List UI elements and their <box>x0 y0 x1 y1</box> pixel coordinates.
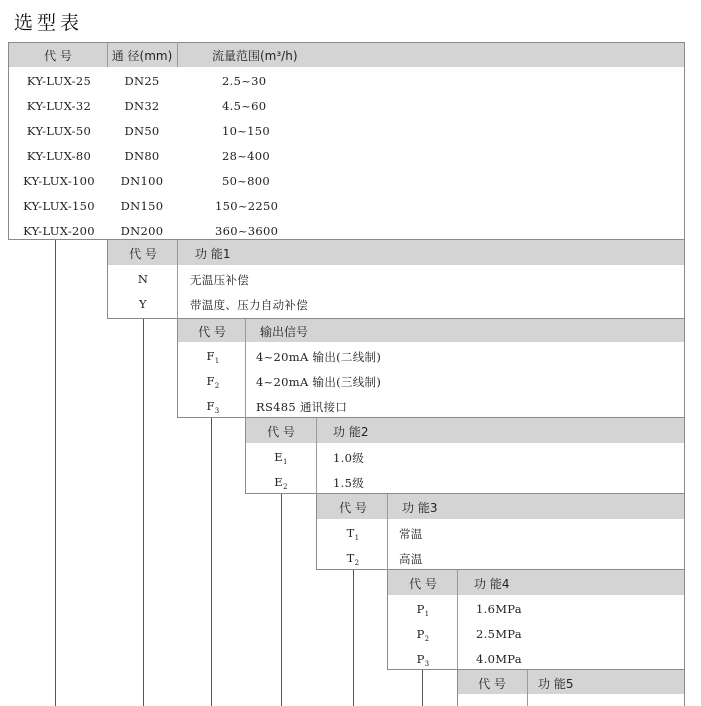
func2-header <box>245 418 685 444</box>
func4-code: $P_1$ <box>416 602 430 618</box>
func4-header-function: 功 能4 <box>474 577 510 591</box>
table1-body <box>8 67 685 240</box>
func5-body <box>457 694 685 706</box>
func3-header-function: 功 能3 <box>402 501 438 515</box>
output-code: $F_1$ <box>206 349 220 365</box>
model-code: KY-LUX-25 <box>26 74 92 88</box>
func2-body <box>245 443 685 494</box>
func3-body <box>316 519 685 570</box>
func4-code: $P_2$ <box>416 627 430 643</box>
func4-desc: 2.5MPa <box>476 627 522 641</box>
connector-line <box>143 319 144 706</box>
func3-desc: 常温 <box>399 527 423 541</box>
output-code: $F_3$ <box>206 399 220 415</box>
flow-range: 150~2250 <box>215 199 279 213</box>
func3-header-code: 代 号 <box>339 501 367 515</box>
nominal-diameter: DN50 <box>124 124 160 138</box>
model-code: KY-LUX-32 <box>26 99 92 113</box>
nominal-diameter: DN80 <box>124 149 160 163</box>
func4-body <box>387 595 685 670</box>
func2-header-code: 代 号 <box>267 425 295 439</box>
model-code: KY-LUX-150 <box>23 199 95 213</box>
func3-desc: 高温 <box>399 552 423 566</box>
page-title: 选型表 <box>14 12 84 34</box>
nominal-diameter: DN100 <box>120 174 164 188</box>
connector-line <box>211 418 212 706</box>
func3-code: $T_2$ <box>346 551 360 567</box>
model-code: KY-LUX-200 <box>23 224 95 238</box>
nominal-diameter: DN150 <box>120 199 164 213</box>
table1-header-flow: 流量范围(m³/h) <box>212 49 298 63</box>
func1-header-function: 功 能1 <box>195 247 231 261</box>
nominal-diameter: DN25 <box>124 74 160 88</box>
output-header <box>177 319 685 343</box>
func5-header-function: 功 能5 <box>538 677 574 691</box>
func4-header-code: 代 号 <box>409 577 437 591</box>
func3-header <box>316 494 685 520</box>
output-header-signal: 输出信号 <box>260 325 309 339</box>
func1-desc: 无温压补偿 <box>190 273 249 287</box>
flow-range: 4.5~60 <box>222 99 267 113</box>
flow-range: 2.5~30 <box>222 74 267 88</box>
model-code: KY-LUX-100 <box>23 174 95 188</box>
table1-header <box>8 42 685 68</box>
func5-header-code: 代 号 <box>478 677 506 691</box>
flow-range: 50~800 <box>222 174 271 188</box>
func2-header-function: 功 能2 <box>333 425 369 439</box>
table1-header-code: 代 号 <box>44 49 72 63</box>
func4-desc: 1.6MPa <box>476 602 522 616</box>
func2-desc: 1.5级 <box>333 476 364 490</box>
func2-code: $E_2$ <box>274 475 288 491</box>
output-desc: 4~20mA 输出(二线制) <box>256 350 382 364</box>
output-body <box>177 342 685 418</box>
table1-header-diameter: 通 径(mm) <box>111 49 173 63</box>
output-code: $F_2$ <box>206 374 220 390</box>
output-header-code: 代 号 <box>198 325 226 339</box>
connector-line <box>55 240 56 706</box>
connector-line <box>281 494 282 706</box>
output-desc: 4~20mA 输出(三线制) <box>256 375 382 389</box>
model-code: KY-LUX-50 <box>26 124 92 138</box>
connector-line <box>353 570 354 706</box>
func1-desc: 带温度、压力自动补偿 <box>190 298 308 312</box>
func1-code: N <box>137 272 149 286</box>
func1-code: Y <box>139 297 147 311</box>
model-code: KY-LUX-80 <box>26 149 92 163</box>
func1-header <box>107 240 685 266</box>
func2-desc: 1.0级 <box>333 451 364 465</box>
flow-range: 360~3600 <box>215 224 279 238</box>
connector-line <box>422 670 423 706</box>
func4-code: $P_3$ <box>416 652 430 668</box>
nominal-diameter: DN200 <box>120 224 164 238</box>
func2-code: $E_1$ <box>274 450 288 466</box>
func3-code: $T_1$ <box>346 526 360 542</box>
output-desc: RS485 通讯接口 <box>256 400 348 414</box>
func4-desc: 4.0MPa <box>476 652 522 666</box>
flow-range: 10~150 <box>222 124 271 138</box>
func1-header-code: 代 号 <box>129 247 157 261</box>
flow-range: 28~400 <box>222 149 271 163</box>
nominal-diameter: DN32 <box>124 99 160 113</box>
